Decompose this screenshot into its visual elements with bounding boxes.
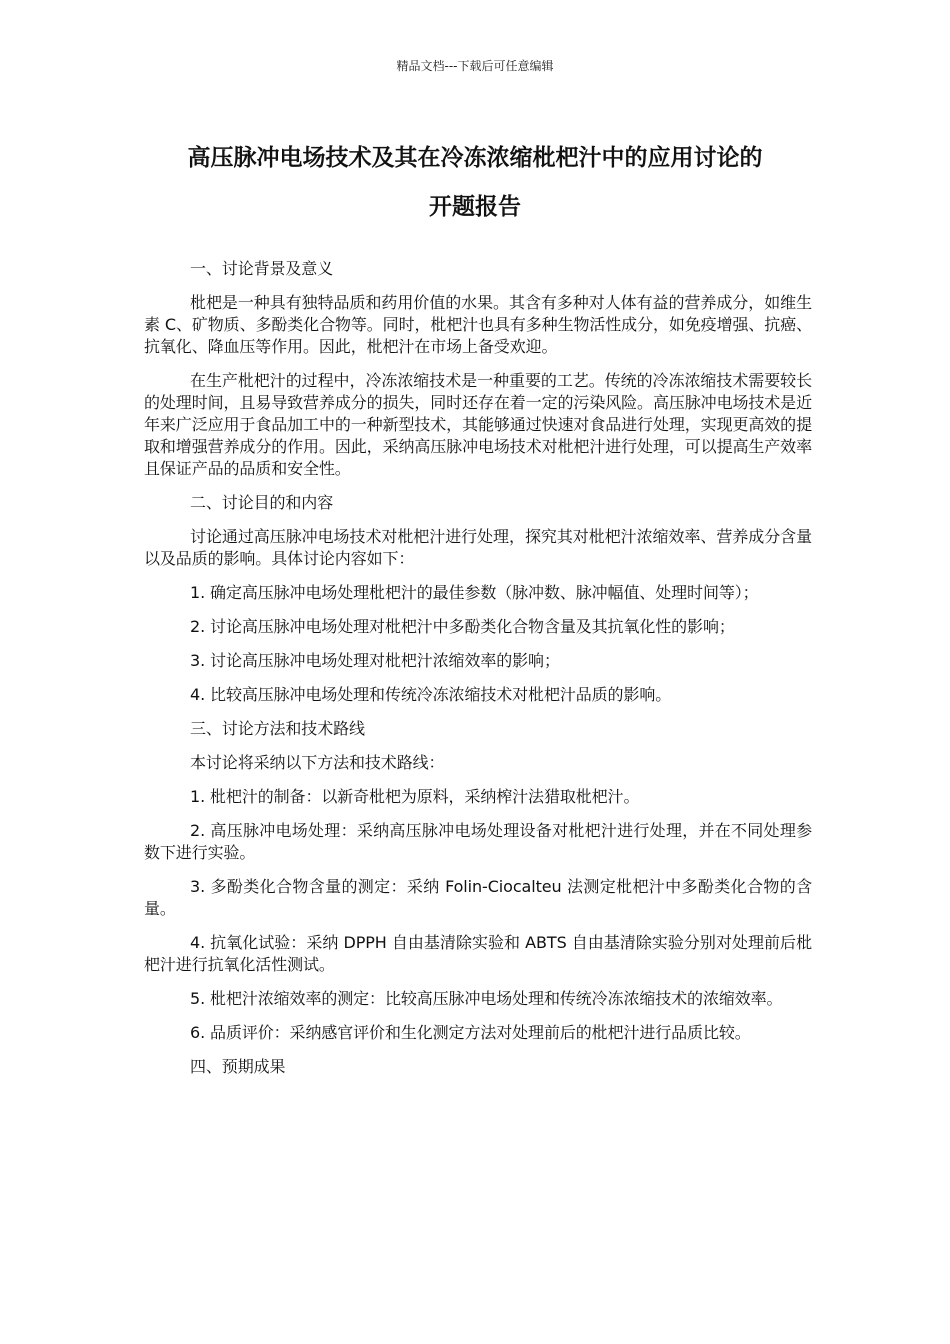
list-item-method-6: 6. 品质评价：采纳感官评价和生化测定方法对处理前后的枇杷汁进行品质比较。 xyxy=(190,1023,751,1042)
list-item-method-3: 3. 多酚类化合物含量的测定：采纳 Folin-Ciocalteu 法测定枇杷汁中多酚类化合物的含量。 xyxy=(144,877,812,918)
document-title-line-1: 高压脉冲电场技术及其在冷冻浓缩枇杷汁中的应用讨论的 xyxy=(187,145,763,171)
list-item-method-1: 1. 枇杷汁的制备：以新奇枇杷为原料，采纳榨汁法猎取枇杷汁。 xyxy=(190,787,640,806)
list-item-method-4: 4. 抗氧化试验：采纳 DPPH 自由基清除实验和 ABTS 自由基清除实验分别对处理前后枇杷汁进行抗氧化活性测试。 xyxy=(144,933,812,974)
section-heading-background: 一、讨论背景及意义 xyxy=(190,259,334,278)
document-title-line-2: 开题报告 xyxy=(429,194,521,220)
list-item-method-5: 5. 枇杷汁浓缩效率的测定：比较高压脉冲电场处理和传统冷冻浓缩技术的浓缩效率。 xyxy=(190,989,783,1008)
section-heading-objectives: 二、讨论目的和内容 xyxy=(190,493,334,512)
list-item-objective-2: 2. 讨论高压脉冲电场处理对枇杷汁中多酚类化合物含量及其抗氧化性的影响； xyxy=(190,617,735,636)
paragraph-objectives-intro: 讨论通过高压脉冲电场技术对枇杷汁进行处理，探究其对枇杷汁浓缩效率、营养成分含量以及品质的影响。具体讨论内容如下： xyxy=(144,527,812,568)
section-heading-methods: 三、讨论方法和技术路线 xyxy=(190,719,365,738)
list-item-method-2: 2. 高压脉冲电场处理：采纳高压脉冲电场处理设备对枇杷汁进行处理，并在不同处理参数下进行实验。 xyxy=(144,821,812,862)
paragraph-methods-intro: 本讨论将采纳以下方法和技术路线： xyxy=(190,753,445,772)
list-item-objective-1: 1. 确定高压脉冲电场处理枇杷汁的最佳参数（脉冲数、脉冲幅值、处理时间等）； xyxy=(190,583,759,602)
list-item-objective-4: 4. 比较高压脉冲电场处理和传统冷冻浓缩技术对枇杷汁品质的影响。 xyxy=(190,685,672,704)
header-note: 精品文档---下载后可任意编辑 xyxy=(396,59,554,73)
list-item-objective-3: 3. 讨论高压脉冲电场处理对枇杷汁浓缩效率的影响； xyxy=(190,651,560,670)
document-body xyxy=(144,258,812,1090)
paragraph-freeze-concentration: 在生产枇杷汁的过程中，冷冻浓缩技术是一种重要的工艺。传统的冷冻浓缩技术需要较长的处理时间，且易导致营养成分的损失，同时还存在着一定的污染风险。高压脉冲电场技术是近年来广泛应用于食品加工中的一种新型技术，其能够通过快速对食品进行处理，实现更高效的提取和增强营养成分的作用。因此，采纳高压脉冲电场技术对枇杷汁进行处理，可以提高生产效率且保证产品的品质和安全性。 xyxy=(144,371,812,478)
paragraph-loquat-intro: 枇杷是一种具有独特品质和药用价值的水果。其含有多种对人体有益的营养成分，如维生素 C、矿物质、多酚类化合物等。同时，枇杷汁也具有多种生物活性成分，如免疫增强、抗癌、抗氧化、降血压等作用。因此，枇杷汁在市场上备受欢迎。 xyxy=(144,293,812,356)
section-heading-expected-results: 四、预期成果 xyxy=(190,1057,286,1076)
